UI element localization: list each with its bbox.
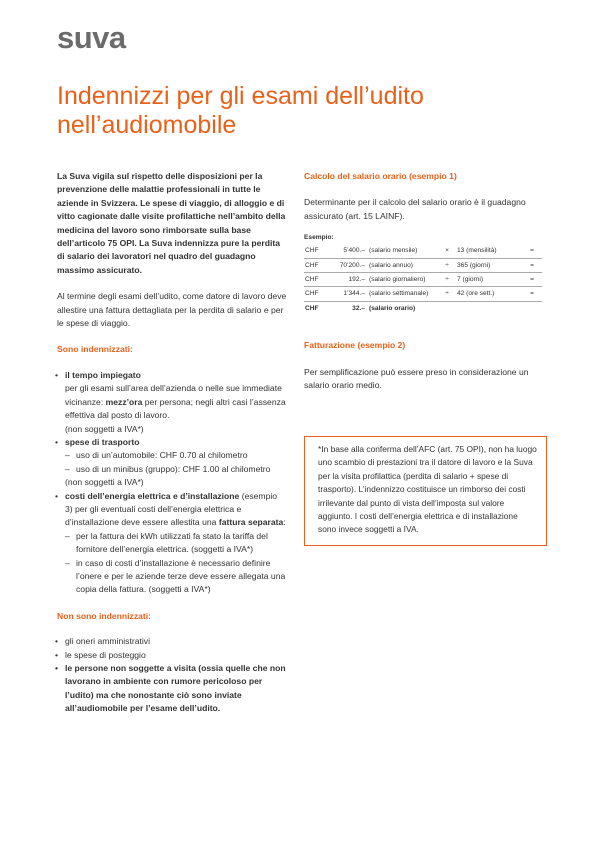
list-item: • costi dell’energia elettrica e d’installazione (esempio 3) per gli eventuali costi dell’energia elettrica e d’installazione deve essere allestita una fattura separata: – per la fattura dei kWh utilizzati fa stato la tariffa del fornitore dell’energia elettrica. (soggetti a IVA*) – in caso di costi d’installazione è necessario definire l’onere e per le aziende terze deve essere allegata una copia della fattura. (soggetti a IVA*)	[57, 490, 287, 597]
not-indemnified-list	[57, 635, 287, 715]
calc-equals-cell: =	[522, 258, 542, 272]
calc-heading: Calcolo del salario orario (esempio 1)	[304, 171, 457, 181]
title-line-1: Indennizzi per gli esami dell’udito	[57, 82, 424, 110]
right-column	[304, 170, 546, 392]
calc-currency-cell: CHF	[304, 273, 326, 287]
vat-note: (non soggetti a IVA*)	[65, 423, 144, 434]
vat-footnote: *In base alla conferma dell’AFC (art. 75 OPI), non ha luogo uno scambio di prestazioni tra il datore di lavoro e la Suva per la visita profilattica (perdita di salario + spese di trasporto). L’indennizzo costituisce un rimborso dei costi irrilevante dal punto di vista dell’imposta sul valore aggiunto. I costi dell’energia elettrica e di installazione sono invece soggetti a IVA.	[318, 444, 537, 535]
calc-factor-cell	[456, 301, 522, 315]
calc-operator-cell: ÷	[438, 287, 456, 301]
list-item: • il tempo impiegato per gli esami sull’area dell’azienda o nelle sue immediate vicinanze: mezz’ora per persona; negli altri casi l’assenza effettiva dal posto di lavoro. (non soggetti a IVA*)	[57, 369, 287, 436]
calc-factor-cell: 42 (ore sett.)	[456, 287, 522, 301]
calc-factor-cell: 13 (mensilità)	[456, 244, 522, 258]
page-title	[57, 82, 497, 140]
sub-item: – in caso di costi d’installazione è necessario definire l’onere e per le aziende terze deve essere allegata una copia della fattura. (soggetti a IVA*)	[65, 557, 287, 597]
billing-text: Per semplificazione può essere preso in considerazione un salario orario medio.	[304, 366, 529, 391]
sub-list	[65, 530, 287, 597]
calc-currency-cell: CHF	[304, 244, 326, 258]
calc-factor-cell: 365 (giorni)	[456, 258, 522, 272]
indemnified-list	[57, 369, 287, 597]
calc-equals-cell: =	[522, 287, 542, 301]
vat-footnote-box	[304, 436, 547, 546]
calc-currency-cell: CHF	[304, 258, 326, 272]
indemnified-heading: Sono indennizzati:	[57, 344, 133, 355]
calc-row	[304, 287, 542, 301]
salary-calc-table	[304, 244, 542, 315]
vat-note: (non soggetti a IVA*)	[65, 477, 144, 488]
sub-item: – per la fattura dei kWh utilizzati fa stato la tariffa del fornitore dell’energia elettrica. (soggetti a IVA*)	[65, 530, 287, 557]
sub-list	[65, 449, 287, 476]
calc-amount-cell: 32.–	[352, 304, 365, 312]
title-line-2: nell’audiomobile	[57, 111, 237, 139]
calc-text: Determinante per il calcolo del salario orario è il guadagno assicurato (art. 15 LAINF).	[304, 197, 526, 221]
calc-row	[304, 258, 542, 272]
calc-description-cell: (salario annuo)	[366, 258, 438, 272]
calc-amount-cell: 5’400.–	[326, 244, 366, 258]
calc-currency-cell: CHF	[304, 287, 326, 301]
calc-equals-cell: =	[522, 273, 542, 287]
calc-row	[304, 301, 542, 315]
billing-heading: Fatturazione (esempio 2)	[304, 340, 406, 351]
calc-factor-cell: 7 (giorni)	[456, 273, 522, 287]
list-item: • le spese di posteggio	[57, 649, 287, 662]
calc-description-cell: (salario settimanale)	[366, 287, 438, 301]
intro-paragraph: La Suva vigila sul rispetto delle disposizioni per la prevenzione delle malattie professionali in tutte le aziende in Svizzera. Le spese di viaggio, di alloggio e di vitto cagionate dalle visite profilattiche nell’ambito della medicina del lavoro sono rimborsate sulla base dell’articolo 75 OPI. La Suva indennizza pure la perdita di salario dei lavoratori nel quadro del guadagno massimo assicurato.	[57, 171, 286, 275]
left-column	[57, 170, 287, 716]
calc-amount-cell: 1’344.–	[326, 287, 366, 301]
sub-item: – uso di un’automobile: CHF 0.70 al chilometro	[65, 449, 287, 462]
list-item	[57, 436, 287, 490]
item-title: spese di trasporto	[65, 436, 140, 447]
item-title: il tempo impiegato	[65, 369, 141, 380]
suva-logo: suva	[57, 20, 126, 55]
list-item: • gli oneri amministrativi	[57, 635, 287, 648]
calc-equals-cell	[522, 301, 542, 315]
list-item: • le persone non soggette a visita (ossia quelle che non lavorano in ambiente con rumore pericoloso per l’udito) ma che nonostante ciò sono inviate all’audiomobile per l’esame dell’udito.	[57, 662, 287, 716]
calc-operator-cell: ÷	[438, 273, 456, 287]
calc-currency-cell: CHF	[305, 304, 319, 312]
calc-description-cell: (salario giornaliero)	[366, 273, 438, 287]
calc-row	[304, 273, 542, 287]
calc-operator-cell: ÷	[438, 258, 456, 272]
calc-description-cell: (salario orario)	[369, 304, 416, 312]
calc-description-cell: (salario mensile)	[366, 244, 438, 258]
calc-amount-cell: 70’200.–	[326, 258, 366, 272]
calc-row	[304, 244, 542, 258]
calc-amount-cell: 192.–	[326, 273, 366, 287]
example-label: Esempio:	[304, 234, 334, 242]
calc-equals-cell: =	[522, 244, 542, 258]
sub-item: – uso di un minibus (gruppo): CHF 1.00 al chilometro	[65, 463, 287, 476]
item-title: costi dell’energia elettrica e d’installazione	[65, 490, 240, 501]
calc-operator-cell: ×	[438, 244, 456, 258]
calc-operator-cell	[438, 301, 456, 315]
not-indemnified-heading: Non sono indennizzati:	[57, 610, 152, 621]
invoice-paragraph: Al termine degli esami dell’udito, come datore di lavoro deve allestire una fattura dettagliata per la perdita di salario e per le spese di viaggio.	[57, 291, 287, 329]
